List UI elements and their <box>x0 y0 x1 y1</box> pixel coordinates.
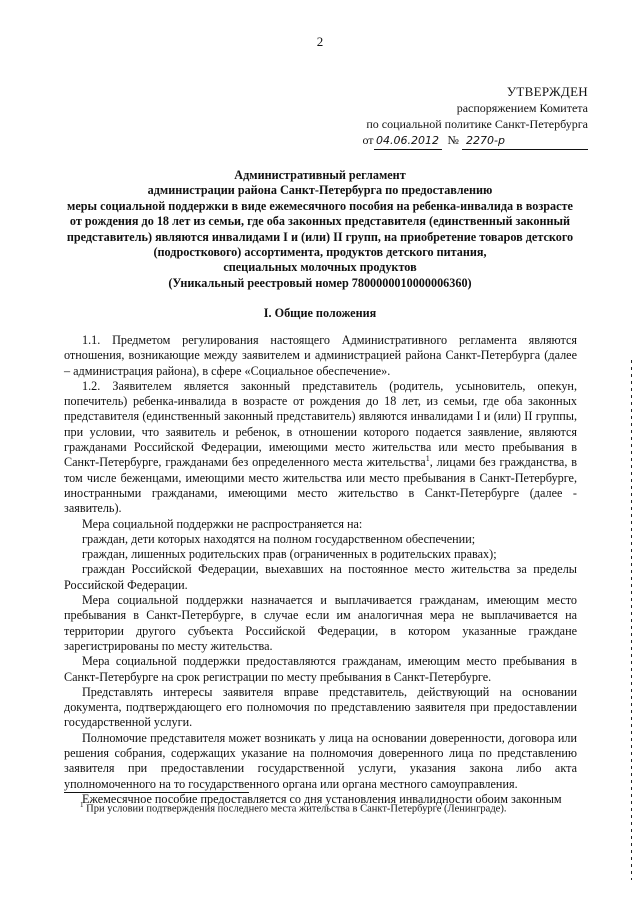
approval-line-2: по социальной политике Санкт-Петербурга <box>366 117 588 131</box>
title-line: (Уникальный реестровый номер 7800000010000006360) <box>168 275 472 290</box>
footnote-ref: 1 <box>425 454 430 464</box>
date-prefix: от <box>362 133 374 147</box>
approval-heading: УТВЕРЖДЕН <box>506 84 588 99</box>
document-body <box>64 333 577 807</box>
paragraph: Представлять интересы заявителя вправе представитель, действующий на основании документа, подтверждающего его полномочия по представлению заявителя при предоставлении государственной услуги. <box>64 684 577 730</box>
footnote <box>64 801 593 815</box>
paragraph: граждан, дети которых находятся на полном государственном обеспечении; <box>82 531 476 546</box>
title-line: Административный регламент <box>234 168 406 182</box>
paragraph: Полномочие представителя может возникать у лица на основании доверенности, договора или решения собрания, содержащих указание на полномочия доверенного лица по представлению заявителя при предоставлении государственной услуги, указания закона либо акта уполномоченного на то государственного органа или органа местного самоуправления. <box>64 730 577 791</box>
title-line: меры социальной поддержки в виде ежемесячного пособия на ребенка-инвалида в возрасте от рождения до 18 лет из семьи, где оба законных представителя (единственный законный представитель) являются инвалидами I и (или) II групп, на приобретение товаров детского (подросткового) ассортимента, продуктов детского питания, <box>66 198 574 260</box>
handwritten-date: 04.06.2012 <box>374 133 442 150</box>
page-number: 2 <box>316 34 324 49</box>
title-line: специальных молочных продуктов <box>223 260 417 275</box>
approval-block <box>362 84 588 150</box>
scan-edge-mark <box>631 360 632 880</box>
paragraph: граждан Российской Федерации, выехавших на постоянное место жительства за пределы Российской Федерации. <box>64 562 577 592</box>
handwritten-number: 2270-р <box>462 133 588 150</box>
document-title <box>64 168 576 291</box>
paragraph-text: 1.2. Заявителем является законный представитель (родитель, усыновитель, опекун, попечитель) ребенка-инвалида в возрасте от рождения до 18 лет, из семьи, где оба законных представителя (единственный законный представитель) являются инвалидами I и (или) II группы, при условии, что заявитель и ребенок, в отношении которого подается заявление, являются гражданами Российской Федерации, имеющими место жительства или место пребывания в Санкт-Петербурге, гражданами без определенного места жительства <box>64 378 577 470</box>
paragraph: Мера социальной поддержки предоставляются гражданам, имеющим место пребывания в Санкт-Петербурге на срок регистрации по месту пребывания в Санкт-Петербурге. <box>64 654 577 684</box>
approval-date-number <box>362 132 588 150</box>
footnote-text: При условии подтверждения последнего места жительства в Санкт-Петербурге (Ленинграде). <box>86 803 507 815</box>
paragraph: граждан, лишенных родительских прав (ограниченных в родительских правах); <box>82 547 497 562</box>
footnote-marker: 1 <box>80 801 84 809</box>
paragraph <box>64 379 577 517</box>
title-line: администрации района Санкт-Петербурга по предоставлению <box>147 183 493 198</box>
paragraph: Ежемесячное пособие предоставляется со дня установления инвалидности обоим законным <box>82 791 562 806</box>
approval-line-1: распоряжением Комитета <box>456 101 588 115</box>
paragraph: 1.1. Предметом регулирования настоящего Административного регламента являются отношения, возникающие между заявителем и администрацией района Санкт-Петербурга (далее – администрация района), в сфере «Социальное обеспечение». <box>64 333 577 378</box>
paragraph-text: , лицами без гражданства, в том числе беженцами, имеющими место жительства или место пребывания в Санкт-Петербурге, иностранными гражданами, имеющими место жительство в Санкт-Петербурге (далее - заявитель). <box>64 455 577 516</box>
number-prefix: № <box>447 133 459 147</box>
section-title: I. Общие положения <box>263 306 377 320</box>
paragraph: Мера социальной поддержки назначается и выплачивается гражданам, имеющим место пребывания в Санкт-Петербурге, в случае если им аналогичная мера не выплачивается на территории другого субъекта Российской Федерации, в котором указанные граждане зарегистрированы по месту жительства. <box>64 593 577 653</box>
paragraph: Мера социальной поддержки не распространяется на: <box>82 516 363 531</box>
footnote-separator <box>64 792 249 793</box>
